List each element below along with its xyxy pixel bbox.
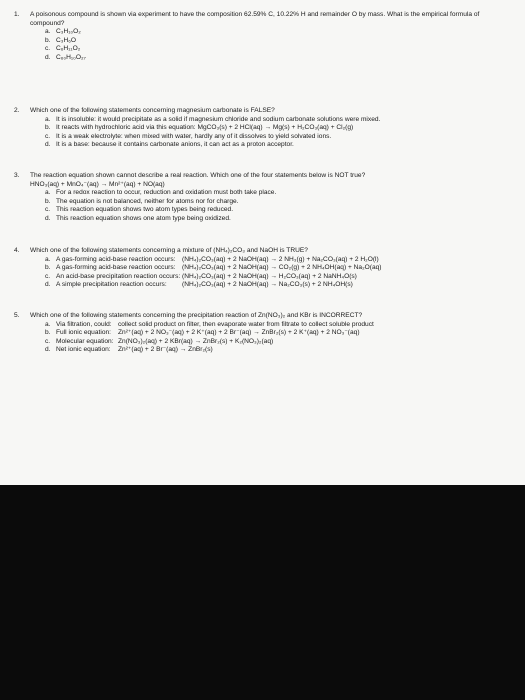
question-number: 2. <box>14 107 20 114</box>
question-1 <box>14 11 514 63</box>
black-background-area <box>0 485 525 700</box>
option-c: c. Molecular equation: Zn(NO₃)₂(aq) + 2 KBr(aq) → ZnBr₂(s) + K₂(NO₃)₂(aq) <box>45 337 274 345</box>
question-number: 5. <box>14 312 20 319</box>
question-text: Which one of the following statements concerning magnesium carbonate is FALSE? <box>30 107 275 114</box>
option-a: a. Via filtration, could: collect solid product on filter, then evaporate water from filtrate to collect soluble product <box>45 320 374 328</box>
option-a: a. A gas-forming acid-base reaction occurs: (NH₄)₂CO₃(aq) + 2 NaOH(aq) → 2 NH₃(g) + Na₂CO₃(aq) + 2 H₂O(l) <box>45 255 379 263</box>
option-c: c. An acid-base precipitation reaction occurs: (NH₄)₂CO₃(aq) + 2 NaOH(aq) → H₂CO₃(aq) + 2 NaNH₄O(s) <box>45 272 357 280</box>
reaction-equation: HNO₃(aq) + MnO₄⁻(aq) → Mn²⁺(aq) + NO(aq) <box>30 180 165 188</box>
option-b: b. Full ionic equation: Zn²⁺(aq) + 2 NO₃⁻(aq) + 2 K⁺(aq) + 2 Br⁻(aq) → ZnBr₂(s) + 2 K⁺(aq) + 2 NO₃⁻(aq) <box>45 329 360 337</box>
option-d: d. Net ionic equation: Zn²⁺(aq) + 2 Br⁻(aq) → ZnBr₂(s) <box>45 346 213 354</box>
question-number: 1. <box>14 11 20 18</box>
option-d: d. It is a base: because it contains carbonate anions, it can act as a proton acceptor. <box>45 141 294 149</box>
option-b: b. C₃H₆O <box>45 36 76 44</box>
option-d: d. This reaction equation shows one atom type being oxidized. <box>45 214 231 222</box>
option-b: b. A gas-forming acid-base reaction occurs: (NH₄)₂CO₃(aq) + 2 NaOH(aq) → CO₂(g) + 2 NH₄OH(aq) + Na₂O(aq) <box>45 264 382 272</box>
option-d: d. C₆₀H₁₀O₂₇ <box>45 53 86 61</box>
question-3 <box>14 172 514 224</box>
option-d: d. A simple precipitation reaction occurs: (NH₄)₂CO₃(aq) + 2 NaOH(aq) → Na₂CO₃(s) + 2 NH₄OH(s) <box>45 281 353 289</box>
option-b: b. It reacts with hydrochloric acid via this equation: MgCO₃(s) + 2 HCl(aq) → Mg(s) + H₂CO₃(aq) + Cl₂(g) <box>45 124 354 132</box>
option-b: b. The equation is not balanced, neither for atoms nor for charge. <box>45 197 239 205</box>
option-a: a. For a redox reaction to occur, reduction and oxidation must both take place. <box>45 189 277 197</box>
question-number: 3. <box>14 172 20 179</box>
option-c: c. C₆H₁₁O₂ <box>45 45 81 53</box>
question-text: Which one of the following statements concerning the precipitation reaction of Zn(NO₃)₂ and KBr is INCORRECT? <box>30 312 363 319</box>
question-text: Which one of the following statements concerning a mixture of (NH₄)₂CO₃ and NaOH is TRUE? <box>30 247 308 254</box>
question-5 <box>14 312 514 355</box>
option-c: c. It is a weak electrolyte: when mixed with water, hardly any of it dissolves to yield solvated ions. <box>45 132 332 140</box>
question-number: 4. <box>14 247 20 254</box>
question-2 <box>14 107 514 150</box>
option-c: c. This reaction equation shows two atom types being reduced. <box>45 206 234 214</box>
option-a: a. It is insoluble: it would precipitate as a solid if magnesium chloride and sodium carbonate solutions were mixed. <box>45 115 381 123</box>
question-4 <box>14 247 514 290</box>
option-a: a. C₃H₁₀O₂ <box>45 28 81 36</box>
question-text: A poisonous compound is shown via experiment to have the composition 62.59% C, 10.22% H and remainder O by mass. What is the empirical formula of compound? <box>30 11 480 27</box>
question-text: The reaction equation shown cannot describe a real reaction. Which one of the four statements below is NOT true? <box>30 172 366 179</box>
